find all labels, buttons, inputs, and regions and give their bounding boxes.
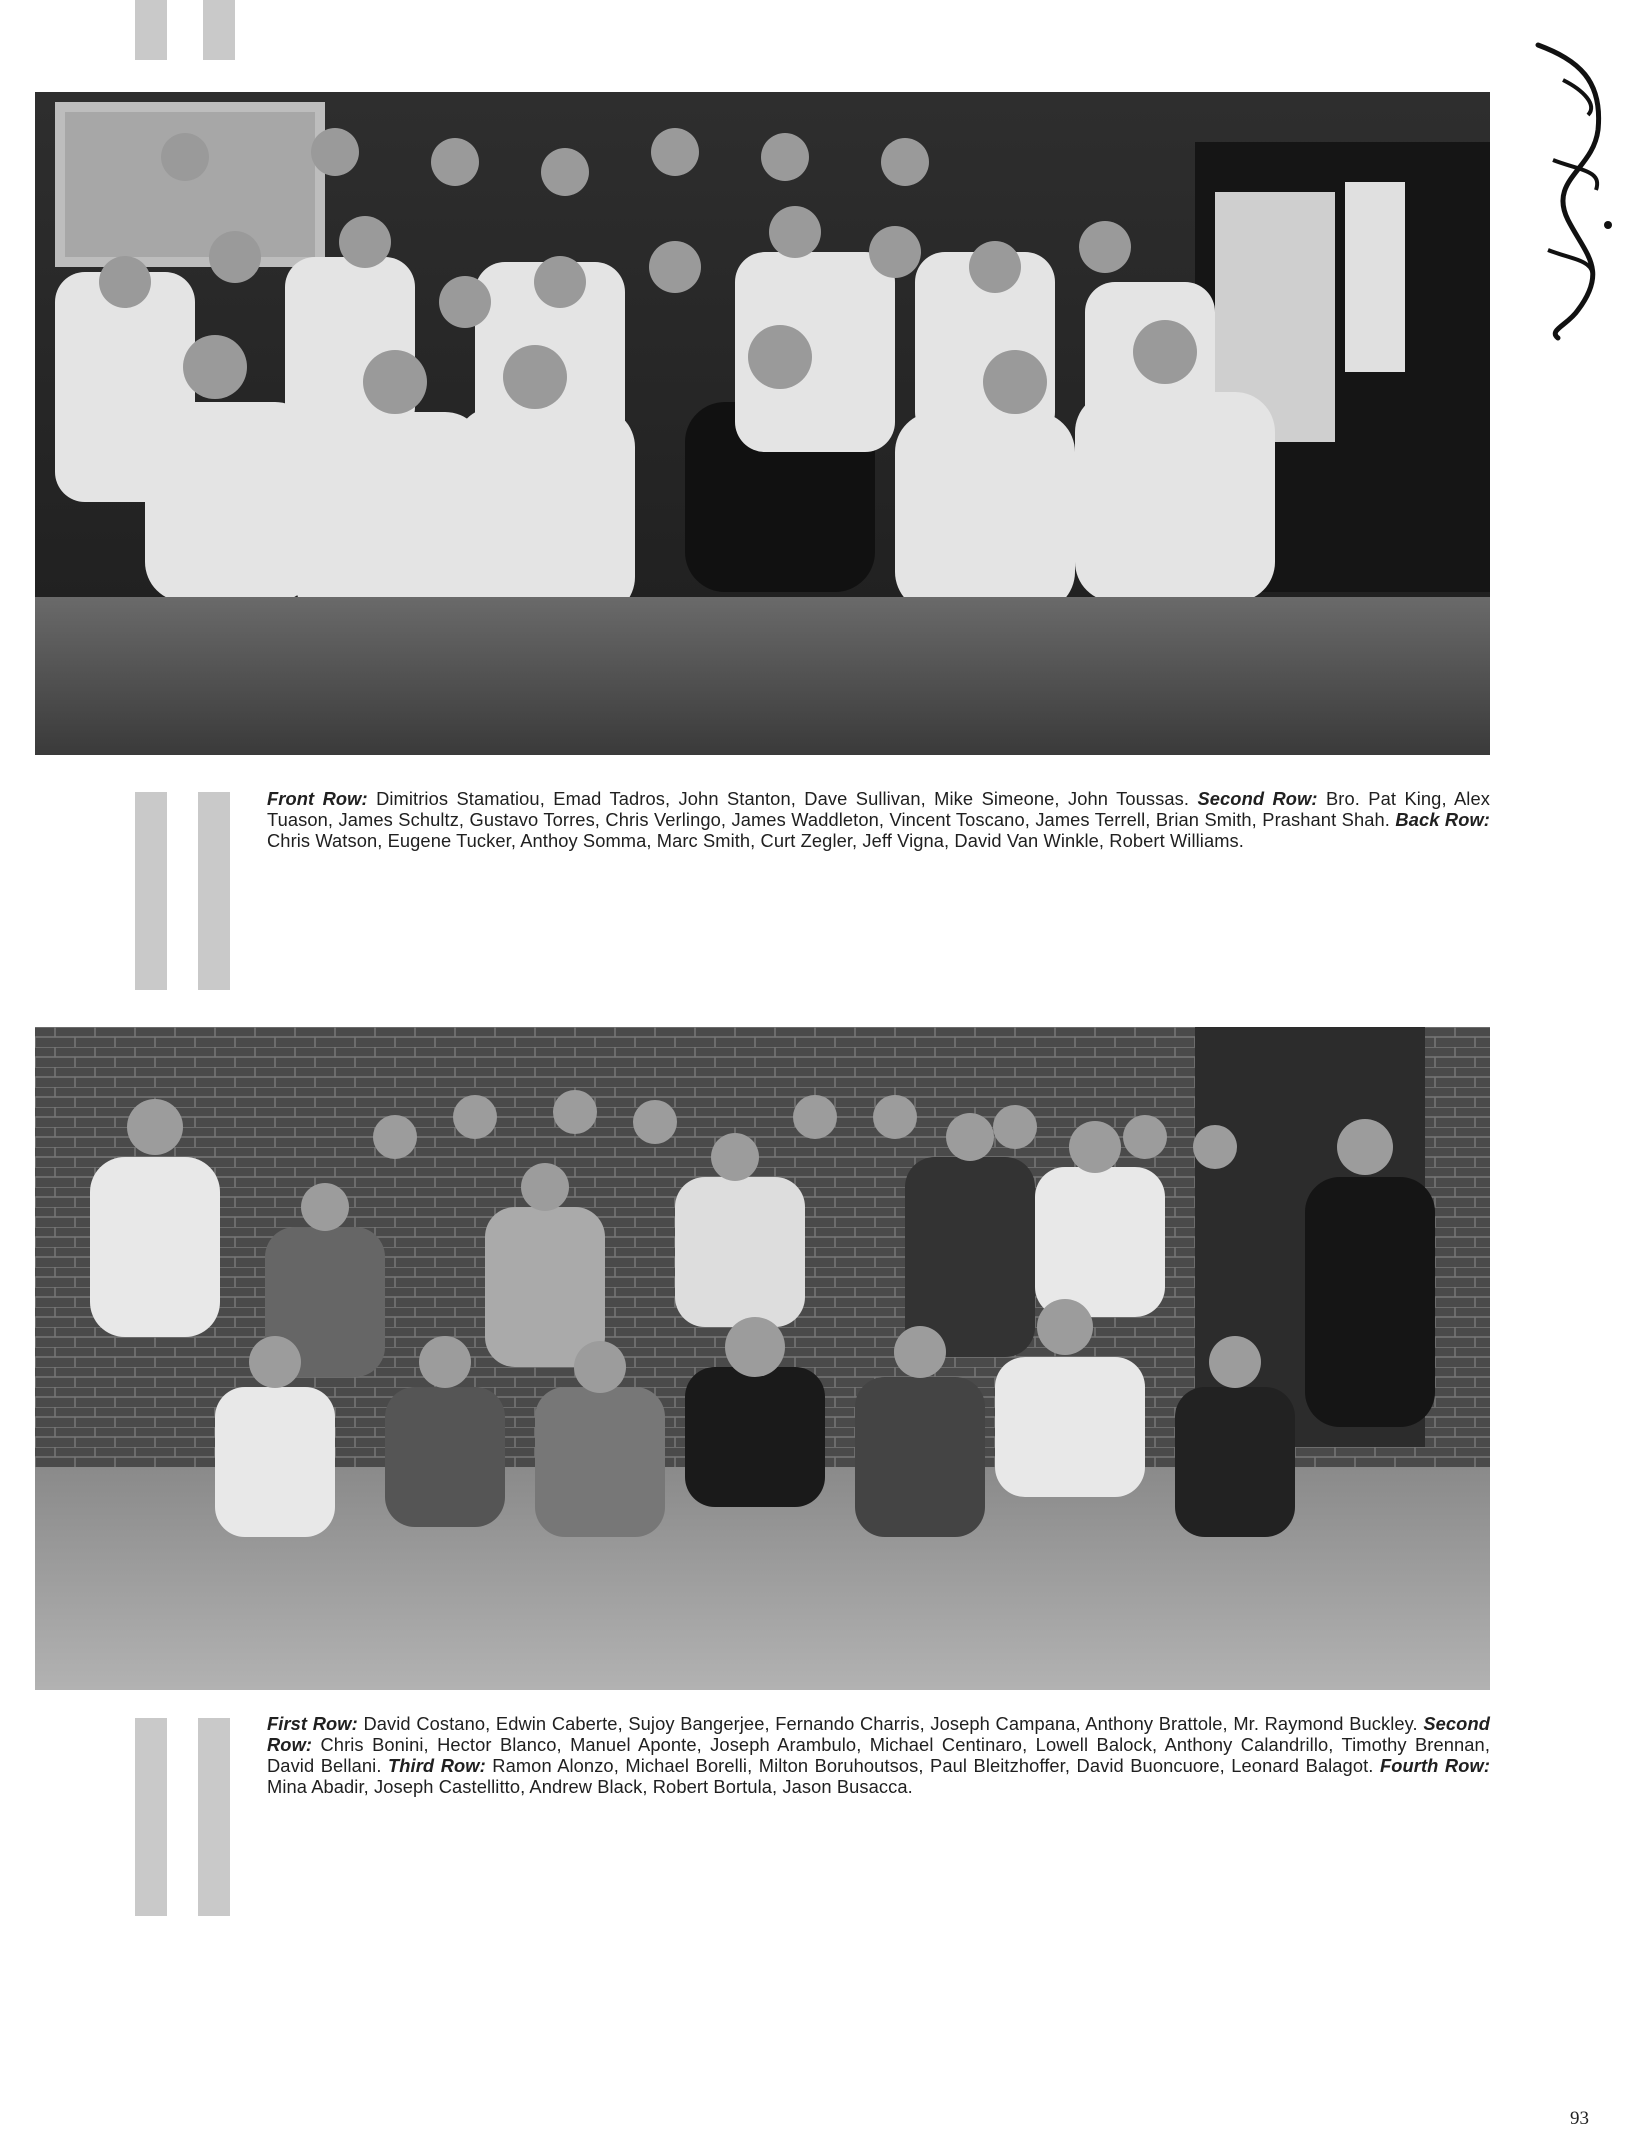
caption2-row-names: Chris Bonini, Hector Blanco, Manuel Aponte, Joseph Arambulo, Michael Centinaro, Lowell Balock, Anthony Calandrillo, Timothy Brennan, David Bellani.: [267, 1734, 1490, 1776]
caption2-decor-bar-1: [135, 1718, 167, 1916]
caption-lab-photo: [267, 788, 1490, 851]
caption2-row-label: Second Row:: [267, 1713, 1490, 1755]
signature-glyph: [1508, 20, 1628, 350]
caption2-row-names: Mina Abadir, Joseph Castellitto, Andrew Black, Robert Bortula, Jason Busacca.: [267, 1776, 913, 1797]
page-number: 93: [1570, 2108, 1589, 2129]
caption2-row-label: Fourth Row:: [1379, 1755, 1491, 1776]
caption1-decor-bar-1: [135, 792, 167, 990]
top-left-decor-bar-1: [135, 0, 167, 60]
caption2-row-names: Ramon Alonzo, Michael Borelli, Milton Boruhoutsos, Paul Bleitzhoffer, David Buoncuore, Leonard Balagot.: [485, 1755, 1380, 1776]
caption1-row-label: Second Row:: [1197, 788, 1318, 809]
caption2-row-names: David Costano, Edwin Caberte, Sujoy Bangerjee, Fernando Charris, Joseph Campana, Anthony Brattole, Mr. Raymond Buckley.: [357, 1713, 1424, 1734]
caption2-decor-bar-2: [198, 1718, 230, 1916]
caption1-row-names: Bro. Pat King, Alex Tuason, James Schultz, Gustavo Torres, Chris Verlingo, James Waddleton, Vincent Toscano, James Terrell, Brian Smith, Prashant Shah.: [267, 788, 1490, 830]
photo-lab-image: [35, 92, 1490, 755]
top-left-decor-bar-2: [203, 0, 235, 60]
caption1-row-label: Front Row:: [267, 788, 368, 809]
caption-outdoor-photo: [267, 1713, 1490, 1797]
caption2-row-label: First Row:: [267, 1713, 358, 1734]
caption1-row-names: Chris Watson, Eugene Tucker, Anthoy Somma, Marc Smith, Curt Zegler, Jeff Vigna, David Van Winkle, Robert Williams.: [267, 830, 1244, 851]
caption2-row-label: Third Row:: [388, 1755, 486, 1776]
section-title-signature: [1508, 20, 1628, 350]
photo-outdoor-image: [35, 1027, 1490, 1690]
junior-homeroom-photo-lab: [35, 92, 1490, 755]
junior-homeroom-photo-outdoor: [35, 1027, 1490, 1690]
caption1-row-names: Dimitrios Stamatiou, Emad Tadros, John Stanton, Dave Sullivan, Mike Simeone, John Toussas.: [367, 788, 1198, 809]
caption1-decor-bar-2: [198, 792, 230, 990]
caption1-row-label: Back Row:: [1395, 809, 1490, 830]
